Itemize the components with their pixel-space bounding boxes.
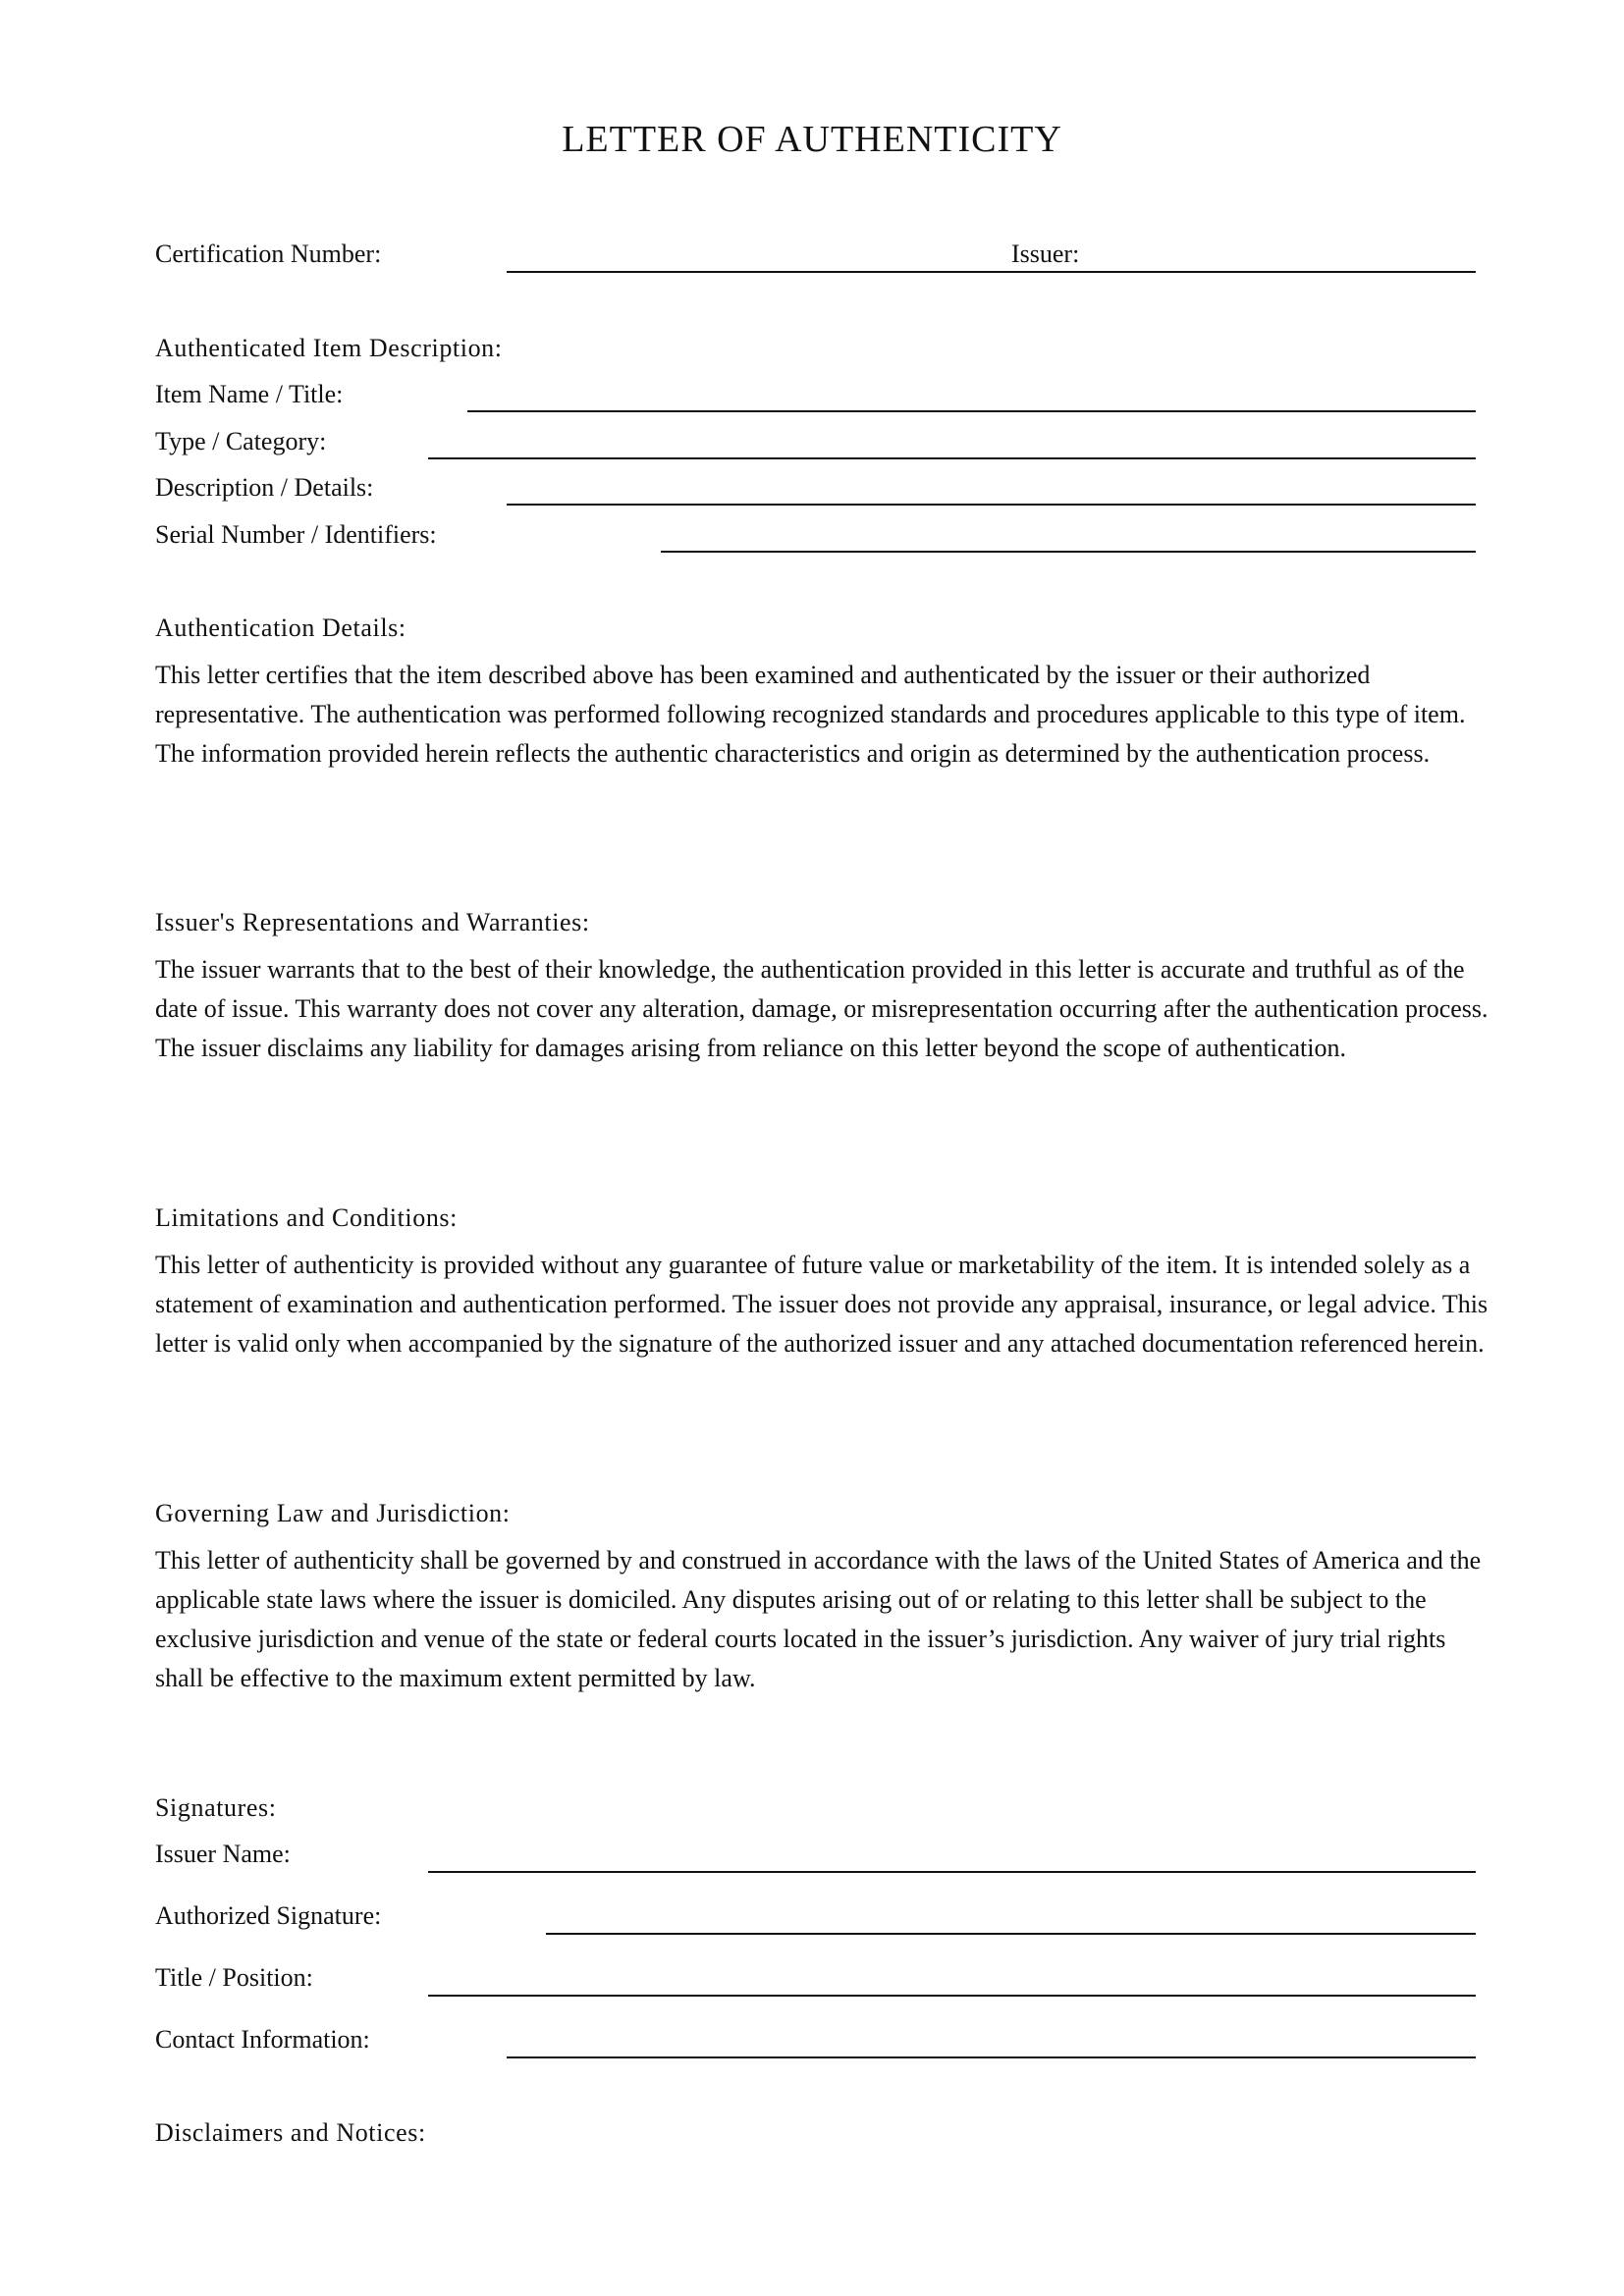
issuer-name-label: Issuer Name: (155, 1840, 291, 1868)
authentication-details-heading: Authentication Details: (155, 614, 406, 642)
warranties-heading: Issuer's Representations and Warranties: (155, 908, 590, 936)
warranties-text: The issuer warrants that to the best of their knowledge, the authentication provided in this letter is accurate and truthful as of the date of issue. This warranty does not cover any alteration, damage, or misrepresentation occurring after the authentication process. The issuer disclaims any liability for damages arising from reliance on this letter beyond the scope of authentication. (155, 955, 1489, 1062)
item-name-line[interactable] (467, 410, 1476, 412)
disclaimers-heading: Disclaimers and Notices: (155, 2118, 426, 2147)
governing-law-text: This letter of authenticity shall be governed by and construed in accordance with the laws of the United States of America and the applicable state laws where the issuer is domiciled. Any disputes arising out of or relating to this letter shall be subject to the exclusive jurisdiction and venue of the state or federal courts located in the issuer’s jurisdiction. Any waiver of jury trial rights shall be effective to the maximum extent permitted by law. (155, 1546, 1482, 1692)
title-position-line[interactable] (428, 1995, 1476, 1997)
document-title: LETTER OF AUTHENTICITY (562, 119, 1062, 160)
issuer-label: Issuer: (1011, 240, 1080, 268)
authorized-signature-line[interactable] (546, 1933, 1476, 1935)
authorized-signature-label: Authorized Signature: (155, 1901, 382, 1930)
item-details-line[interactable] (507, 504, 1476, 506)
item-type-label: Type / Category: (155, 427, 327, 455)
contact-information-label: Contact Information: (155, 2025, 370, 2054)
title-position-label: Title / Position: (155, 1963, 313, 1992)
serial-number-label: Serial Number / Identifiers: (155, 520, 437, 549)
item-description-heading: Authenticated Item Description: (155, 334, 503, 362)
item-details-label: Description / Details: (155, 473, 374, 502)
limitations-heading: Limitations and Conditions: (155, 1203, 458, 1232)
certification-number-line[interactable] (507, 271, 1476, 273)
limitations-text: This letter of authenticity is provided without any guarantee of future value or marketability of the item. It is intended solely as a statement of examination and authentication performed. The issuer does not provide any appraisal, insurance, or legal advice. This letter is valid only when accompanied by the signature of the authorized issuer and any attached documentation referenced herein. (155, 1251, 1489, 1358)
authentication-details-text: This letter certifies that the item described above has been examined and authenticated by the issuer or their authorized representative. The authentication was performed following recognized standards and procedures applicable to this type of item. The information provided herein reflects the authentic characteristics and origin as determined by the authentication process. (155, 661, 1466, 768)
contact-information-line[interactable] (507, 2056, 1476, 2058)
issuer-name-line[interactable] (428, 1871, 1476, 1873)
certification-number-label: Certification Number: (155, 240, 382, 268)
signatures-heading: Signatures: (155, 1793, 277, 1822)
item-name-label: Item Name / Title: (155, 380, 344, 408)
governing-law-heading: Governing Law and Jurisdiction: (155, 1499, 511, 1527)
item-type-line[interactable] (428, 457, 1476, 459)
serial-number-line[interactable] (661, 551, 1476, 553)
